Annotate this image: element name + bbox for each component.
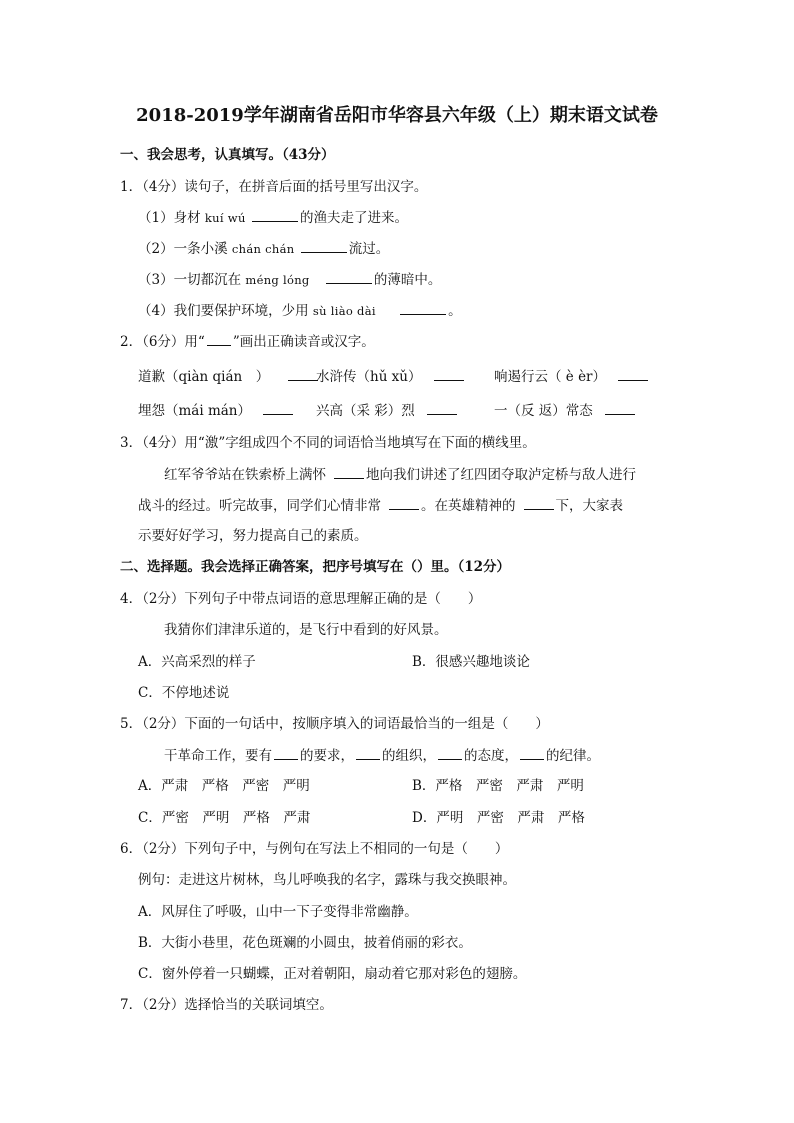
q5-blank-3[interactable]	[438, 746, 462, 760]
q5-option-c[interactable]: C．严密 严明 严格 严肃	[138, 810, 311, 826]
q2-stem	[120, 332, 375, 351]
q2-row-1-item-2	[316, 367, 466, 386]
q2-row-1-item-2-text: 水浒传（hǔ xǔ）	[316, 369, 422, 385]
q4-option-b[interactable]: B．很感兴趣地谈论	[412, 654, 530, 670]
q2-row-1-item-3	[494, 367, 650, 386]
q2-row-2-item-1	[138, 401, 295, 420]
q2-row-2-item-1-blank[interactable]	[263, 401, 293, 415]
q2-row-2-item-3-text: 一（反 返）常态	[494, 403, 593, 419]
q2-row-1-item-1-blank[interactable]	[288, 367, 318, 381]
q2-row-1-item-2-blank[interactable]	[434, 367, 464, 381]
q1-item-4	[138, 301, 462, 320]
q1-item-2-blank[interactable]	[301, 239, 347, 253]
q1-item-4-post: 。	[448, 303, 462, 319]
q2-row-2-item-3-blank[interactable]	[605, 401, 635, 415]
q1-item-2-post: 流过。	[348, 241, 390, 257]
q1-item-3-pinyin: méng lóng	[245, 273, 310, 287]
q2-row-1-item-1	[138, 367, 320, 386]
q1-item-1-pinyin: kuí wú	[204, 211, 246, 225]
q2-row-1-item-1-text: 道歉（qiàn qián ）	[138, 369, 270, 385]
q1-item-2-pinyin: chán chán	[231, 242, 295, 256]
q3-blank-3[interactable]	[524, 496, 554, 510]
q6-option-a[interactable]: A．风屏住了呼吸，山中一下子变得非常幽静。	[138, 904, 418, 920]
q5-option-d[interactable]: D．严明 严密 严肃 严格	[412, 810, 585, 826]
q1-item-4-blank[interactable]	[400, 301, 446, 315]
q5-blank-4[interactable]	[520, 746, 544, 760]
q5-blank-1[interactable]	[274, 746, 298, 760]
q2-row-2-item-2-text: 兴高（采 彩）烈	[316, 403, 415, 419]
q5-sentence-part-2: 的要求，	[300, 748, 354, 764]
q4-option-a[interactable]: A．兴高采烈的样子	[138, 654, 256, 670]
q1-item-3-post: 的薄暗中。	[373, 272, 442, 288]
q1-item-1-post: 的渔夫走了进来。	[299, 210, 408, 226]
q3-line-2	[138, 496, 623, 515]
q3-line-1-post: 地向我们讲述了红四团夺取泸定桥与敌人进行	[366, 467, 636, 483]
q1-item-1-blank[interactable]	[252, 208, 298, 222]
q3-line-2-mid: 。在英雄精神的	[421, 498, 516, 514]
q3-blank-2[interactable]	[389, 496, 419, 510]
q1-item-1-pre: （1）身材	[138, 210, 201, 226]
q4-sentence: 我猜你们津津乐道的，是飞行中看到的好风景。	[164, 622, 448, 638]
q7-stem: 7．（2分）选择恰当的关联词填空。	[120, 997, 333, 1013]
q5-sentence	[164, 746, 600, 765]
q1-item-3-blank[interactable]	[326, 270, 372, 284]
q5-option-b[interactable]: B．严格 严密 严肃 严明	[412, 778, 584, 794]
q1-item-4-pre: （4）我们要保护环境，少用	[138, 303, 309, 319]
q3-line-1	[164, 465, 636, 484]
q1-item-2-pre: （2）一条小溪	[138, 241, 228, 257]
q5-stem: 5．（2分）下面的一句话中，按顺序填入的词语最恰当的一组是（ ）	[120, 716, 549, 732]
q1-item-2	[138, 239, 389, 258]
q1-item-4-pinyin: sù liào dài	[312, 304, 376, 318]
q5-option-a[interactable]: A．严肃 严格 严密 严明	[138, 778, 310, 794]
q3-line-2-post: 下，大家表	[555, 498, 623, 514]
q2-row-2-item-2	[316, 401, 459, 420]
section-one-heading: 一、我会思考，认真填写。（43分）	[120, 147, 335, 163]
q6-option-c[interactable]: C．窗外停着一只蝴蝶，正对着朝阳，扇动着它那对彩色的翅膀。	[138, 966, 527, 982]
q5-sentence-part-5: 的纪律。	[546, 748, 600, 764]
q4-stem: 4．（2分）下列句子中带点词语的意思理解正确的是（ ）	[120, 591, 482, 607]
q1-item-3	[138, 270, 441, 289]
q6-stem: 6．（2分）下列句子中，与例句在写法上不相同的一句是（ ）	[120, 841, 509, 857]
q2-row-2-item-2-blank[interactable]	[427, 401, 457, 415]
q3-blank-1[interactable]	[334, 465, 364, 479]
q5-sentence-part-1: 干革命工作，要有	[164, 748, 272, 764]
q4-option-c[interactable]: C．不停地述说	[138, 685, 230, 701]
page-title: 2018-2019学年湖南省岳阳市华容县六年级（上）期末语文试卷	[136, 105, 658, 126]
q5-sentence-part-3: 的组织，	[382, 748, 436, 764]
q2-stem-pre: 2．（6分）用“	[120, 334, 205, 350]
q3-line-2-pre: 战斗的经过。听完故事，同学们心情非常	[138, 498, 381, 514]
q5-blank-2[interactable]	[356, 746, 380, 760]
q1-stem: 1．（4分）读句子，在拼音后面的括号里写出汉字。	[120, 179, 428, 195]
q3-line-3: 示要好好学习，努力提高自己的素质。	[138, 528, 368, 544]
q5-sentence-part-4: 的态度，	[464, 748, 518, 764]
q2-row-2-item-3	[494, 401, 637, 420]
q2-row-1-item-3-text: 响遏行云（ è èr）	[494, 369, 607, 385]
q3-line-1-pre: 红军爷爷站在铁索桥上满怀	[164, 467, 326, 483]
q2-stem-underline-sample	[207, 332, 231, 346]
q6-option-b[interactable]: B．大街小巷里，花色斑斓的小圆虫，披着俏丽的彩衣。	[138, 935, 472, 951]
q6-example: 例句：走进这片树林，鸟儿呼唤我的名字，露珠与我交换眼神。	[138, 872, 516, 888]
q2-stem-post: ”画出正确读音或汉字。	[232, 334, 375, 350]
q3-stem: 3．（4分）用“激”字组成四个不同的词语恰当地填写在下面的横线里。	[120, 435, 536, 451]
q2-row-2-item-1-text: 埋怨（mái mán）	[138, 403, 252, 419]
q2-row-1-item-3-blank[interactable]	[618, 367, 648, 381]
section-two-heading: 二、选择题。我会选择正确答案，把序号填写在（）里。（12分）	[120, 559, 511, 575]
q1-item-1	[138, 208, 408, 227]
q1-item-3-pre: （3）一切都沉在	[138, 272, 242, 288]
